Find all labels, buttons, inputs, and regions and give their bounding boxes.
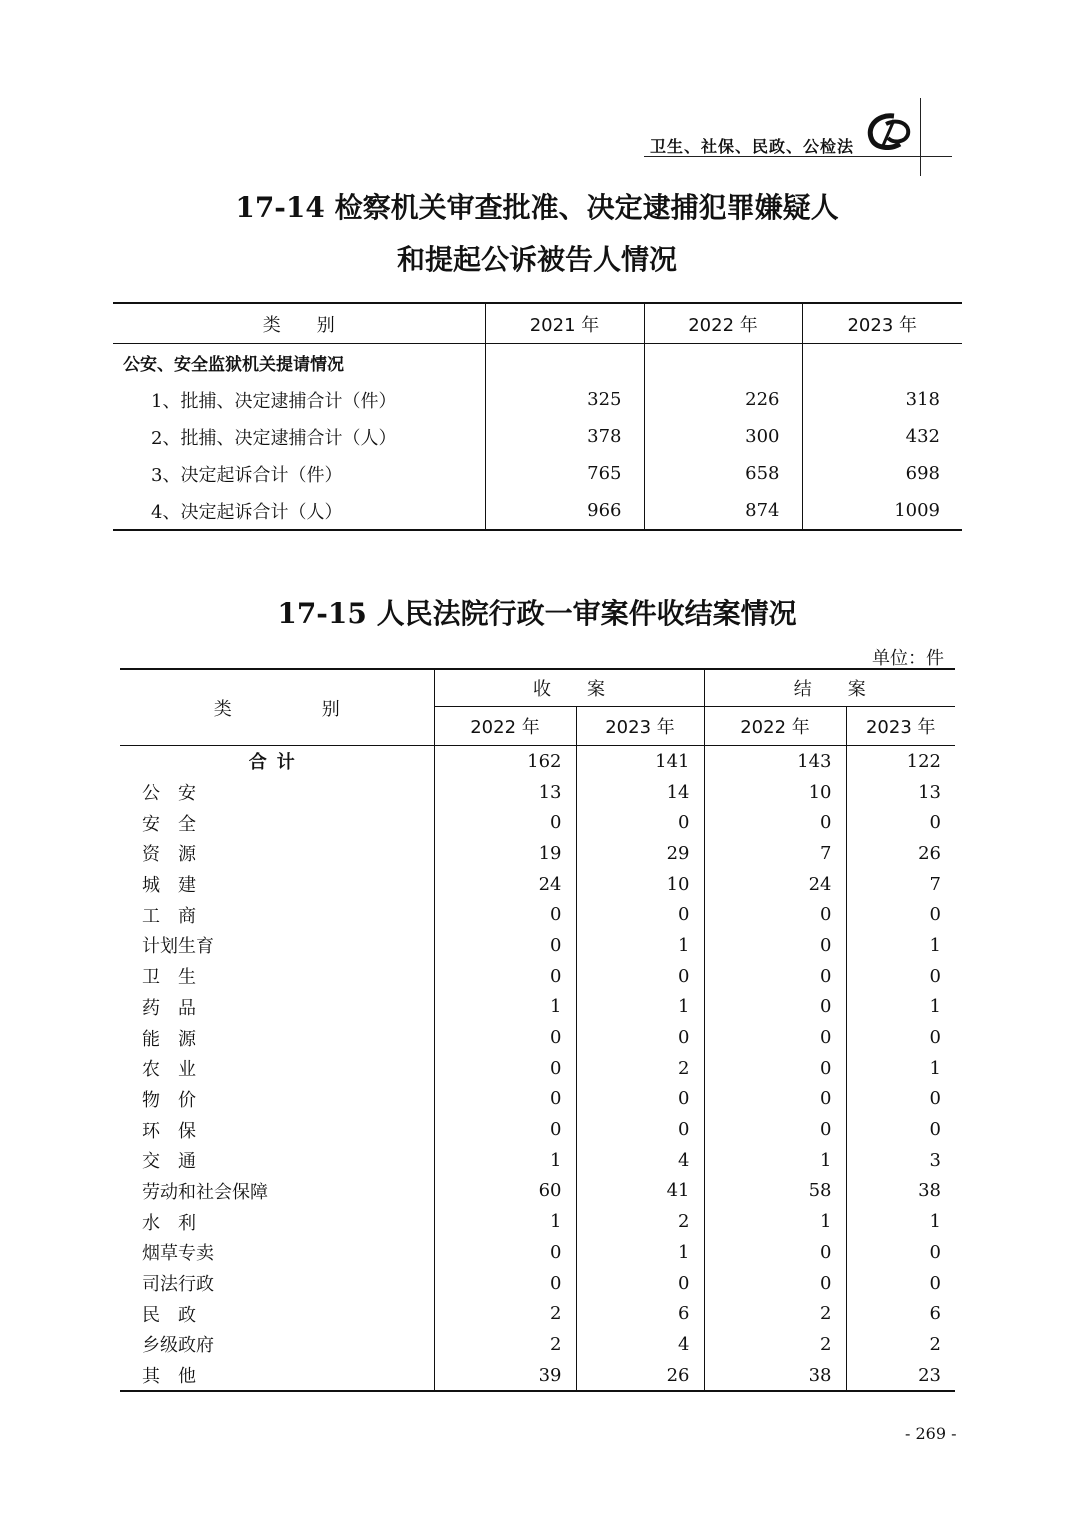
cell-value: 0 (846, 1084, 955, 1115)
cell-value: 0 (846, 1114, 955, 1145)
cell-value: 0 (434, 961, 576, 992)
table1-title-line1: 17-14 检察机关审查批准、决定逮捕犯罪嫌疑人 (235, 191, 839, 224)
cell-value: 0 (434, 1237, 576, 1268)
row-label: 4、决定起诉合计（人） (151, 501, 343, 523)
cell-value: 0 (576, 1268, 704, 1299)
row-label: 司法行政 (142, 1274, 214, 1296)
table-row (120, 1022, 955, 1053)
table-row (120, 899, 955, 930)
table1-col-2022: 2022 年 (644, 303, 802, 344)
row-label: 物 价 (142, 1089, 196, 1111)
cell-value: 698 (802, 455, 962, 492)
cell-value: 0 (704, 899, 846, 930)
cell-value: 26 (846, 838, 955, 869)
cell-value: 1 (434, 992, 576, 1023)
cell-value: 1 (576, 992, 704, 1023)
table1-group-label: 公安、安全监狱机关提请情况 (123, 355, 344, 375)
cell-value: 2 (576, 1206, 704, 1237)
cell-value: 0 (704, 961, 846, 992)
row-label: 水 利 (142, 1212, 196, 1234)
row-label: 药 品 (142, 997, 196, 1019)
table2-col-year: 2023 年 (846, 707, 955, 746)
table-prosecution (113, 302, 962, 531)
cell-value: 1009 (802, 492, 962, 530)
table-row (120, 1329, 955, 1360)
cell-value: 60 (434, 1176, 576, 1207)
cell-value: 0 (704, 807, 846, 838)
cell-value: 0 (576, 899, 704, 930)
cell-value: 0 (434, 930, 576, 961)
cell-value: 966 (485, 492, 644, 530)
table-row (120, 1053, 955, 1084)
cell-value: 23 (846, 1360, 955, 1392)
cell-value: 0 (434, 899, 576, 930)
yearbook-logo-icon (864, 110, 914, 152)
cell-value: 0 (846, 1237, 955, 1268)
cell-value: 0 (846, 899, 955, 930)
table2-col-year: 2023 年 (576, 707, 704, 746)
cell-value: 1 (704, 1145, 846, 1176)
cell-value: 0 (846, 961, 955, 992)
cell-value: 0 (704, 1237, 846, 1268)
cell-value: 19 (434, 838, 576, 869)
table2-header-row-1 (120, 669, 955, 707)
row-label: 1、批捕、决定逮捕合计（件） (151, 390, 397, 412)
header-rule (644, 156, 952, 157)
running-header: 卫生、社保、民政、公检法 (650, 137, 855, 156)
cell-value: 0 (576, 961, 704, 992)
table-row (120, 777, 955, 808)
table-row (120, 1206, 955, 1237)
page-number: - 269 - (905, 1424, 957, 1443)
table2-col-year: 2022 年 (704, 707, 846, 746)
cell-value: 1 (846, 992, 955, 1023)
row-label: 劳动和社会保障 (142, 1181, 268, 1203)
cell-value: 0 (576, 1022, 704, 1053)
cell-value: 0 (846, 1268, 955, 1299)
table-row (113, 381, 962, 418)
cell-value: 24 (434, 869, 576, 900)
table1-header-row (113, 303, 962, 344)
cell-value: 162 (434, 746, 576, 777)
cell-value: 0 (576, 1114, 704, 1145)
row-label: 烟草专卖 (142, 1243, 214, 1265)
row-label: 安 全 (142, 813, 196, 835)
cell-value: 0 (704, 1084, 846, 1115)
cell-value: 2 (434, 1329, 576, 1360)
cell-value: 0 (704, 930, 846, 961)
table-row (120, 1237, 955, 1268)
cell-value: 318 (802, 381, 962, 418)
cell-value: 226 (644, 381, 802, 418)
cell-value: 2 (704, 1329, 846, 1360)
total-label: 合计 (248, 752, 305, 774)
cell-value: 1 (434, 1206, 576, 1237)
table2-col-received: 收 案 (434, 669, 704, 707)
cell-value: 13 (846, 777, 955, 808)
cell-value: 13 (434, 777, 576, 808)
row-label: 其 他 (142, 1366, 196, 1388)
cell-value: 0 (704, 1114, 846, 1145)
table2-unit: 单位：件 (872, 648, 944, 669)
table-row (120, 838, 955, 869)
cell-value: 7 (704, 838, 846, 869)
row-label: 2、批捕、决定逮捕合计（人） (151, 427, 397, 449)
row-label: 公 安 (142, 783, 196, 805)
row-label: 能 源 (142, 1028, 196, 1050)
cell-value: 0 (434, 1268, 576, 1299)
table2-col-closed: 结 案 (704, 669, 955, 707)
cell-value: 1 (846, 930, 955, 961)
total-row (120, 746, 955, 777)
cell-value: 658 (644, 455, 802, 492)
cell-value: 0 (576, 807, 704, 838)
cell-value: 0 (846, 1022, 955, 1053)
table2-col-year: 2022 年 (434, 707, 576, 746)
table-row (120, 869, 955, 900)
cell-value: 10 (576, 869, 704, 900)
cell-value: 39 (434, 1360, 576, 1392)
row-label: 计划生育 (142, 936, 214, 958)
table1-col-2021: 2021 年 (485, 303, 644, 344)
row-label: 城 建 (142, 875, 196, 897)
row-label: 卫 生 (142, 967, 196, 989)
cell-value: 6 (576, 1298, 704, 1329)
cell-value: 41 (576, 1176, 704, 1207)
table-row (120, 1145, 955, 1176)
cell-value: 2 (576, 1053, 704, 1084)
cell-value: 1 (576, 930, 704, 961)
cell-value: 0 (704, 1268, 846, 1299)
table-row (120, 1268, 955, 1299)
table-court-cases (120, 668, 955, 1392)
cell-value: 10 (704, 777, 846, 808)
cell-value: 0 (576, 1084, 704, 1115)
cell-value: 1 (846, 1206, 955, 1237)
row-label: 资 源 (142, 844, 196, 866)
cell-value: 0 (704, 992, 846, 1023)
header-vertical-rule (920, 98, 921, 176)
table-row (120, 1114, 955, 1145)
cell-value: 0 (704, 1053, 846, 1084)
cell-value: 1 (704, 1206, 846, 1237)
table-row (120, 1298, 955, 1329)
table-row (120, 1176, 955, 1207)
table1-title-line2: 和提起公诉被告人情况 (396, 243, 677, 276)
cell-value: 24 (704, 869, 846, 900)
cell-value: 38 (704, 1360, 846, 1392)
cell-value: 378 (485, 418, 644, 455)
cell-value: 2 (434, 1298, 576, 1329)
cell-value: 29 (576, 838, 704, 869)
cell-value: 0 (846, 807, 955, 838)
cell-value: 58 (704, 1176, 846, 1207)
cell-value: 325 (485, 381, 644, 418)
row-label: 乡级政府 (142, 1335, 214, 1357)
table-row (120, 807, 955, 838)
cell-value: 122 (846, 746, 955, 777)
table-row (120, 930, 955, 961)
cell-value: 1 (434, 1145, 576, 1176)
cell-value: 7 (846, 869, 955, 900)
cell-value: 4 (576, 1145, 704, 1176)
cell-value: 141 (576, 746, 704, 777)
table-row (120, 961, 955, 992)
cell-value: 432 (802, 418, 962, 455)
row-label: 3、决定起诉合计（件） (151, 464, 343, 486)
cell-value: 14 (576, 777, 704, 808)
cell-value: 0 (704, 1022, 846, 1053)
table-row (120, 992, 955, 1023)
cell-value: 1 (576, 1237, 704, 1268)
table2-title: 17-15 人民法院行政一审案件收结案情况 (277, 597, 797, 630)
table1-col-2023: 2023 年 (802, 303, 962, 344)
row-label: 交 通 (142, 1151, 196, 1173)
row-label: 环 保 (142, 1120, 196, 1142)
cell-value: 1 (846, 1053, 955, 1084)
row-label: 民 政 (142, 1304, 196, 1326)
table-row (113, 455, 962, 492)
row-label: 农 业 (142, 1059, 196, 1081)
cell-value: 2 (704, 1298, 846, 1329)
cell-value: 26 (576, 1360, 704, 1392)
cell-value: 143 (704, 746, 846, 777)
cell-value: 0 (434, 807, 576, 838)
table-row (120, 1360, 955, 1392)
cell-value: 0 (434, 1114, 576, 1145)
table-row (113, 492, 962, 530)
cell-value: 2 (846, 1329, 955, 1360)
row-label: 工 商 (142, 905, 196, 927)
cell-value: 38 (846, 1176, 955, 1207)
cell-value: 0 (434, 1084, 576, 1115)
cell-value: 0 (434, 1022, 576, 1053)
cell-value: 765 (485, 455, 644, 492)
cell-value: 6 (846, 1298, 955, 1329)
cell-value: 874 (644, 492, 802, 530)
table2-col-category: 类 别 (120, 669, 434, 746)
table-row (113, 418, 962, 455)
table1-col-category: 类 别 (113, 303, 485, 344)
table-row (120, 1084, 955, 1115)
cell-value: 0 (434, 1053, 576, 1084)
table-row (113, 344, 962, 382)
cell-value: 300 (644, 418, 802, 455)
cell-value: 4 (576, 1329, 704, 1360)
cell-value: 3 (846, 1145, 955, 1176)
